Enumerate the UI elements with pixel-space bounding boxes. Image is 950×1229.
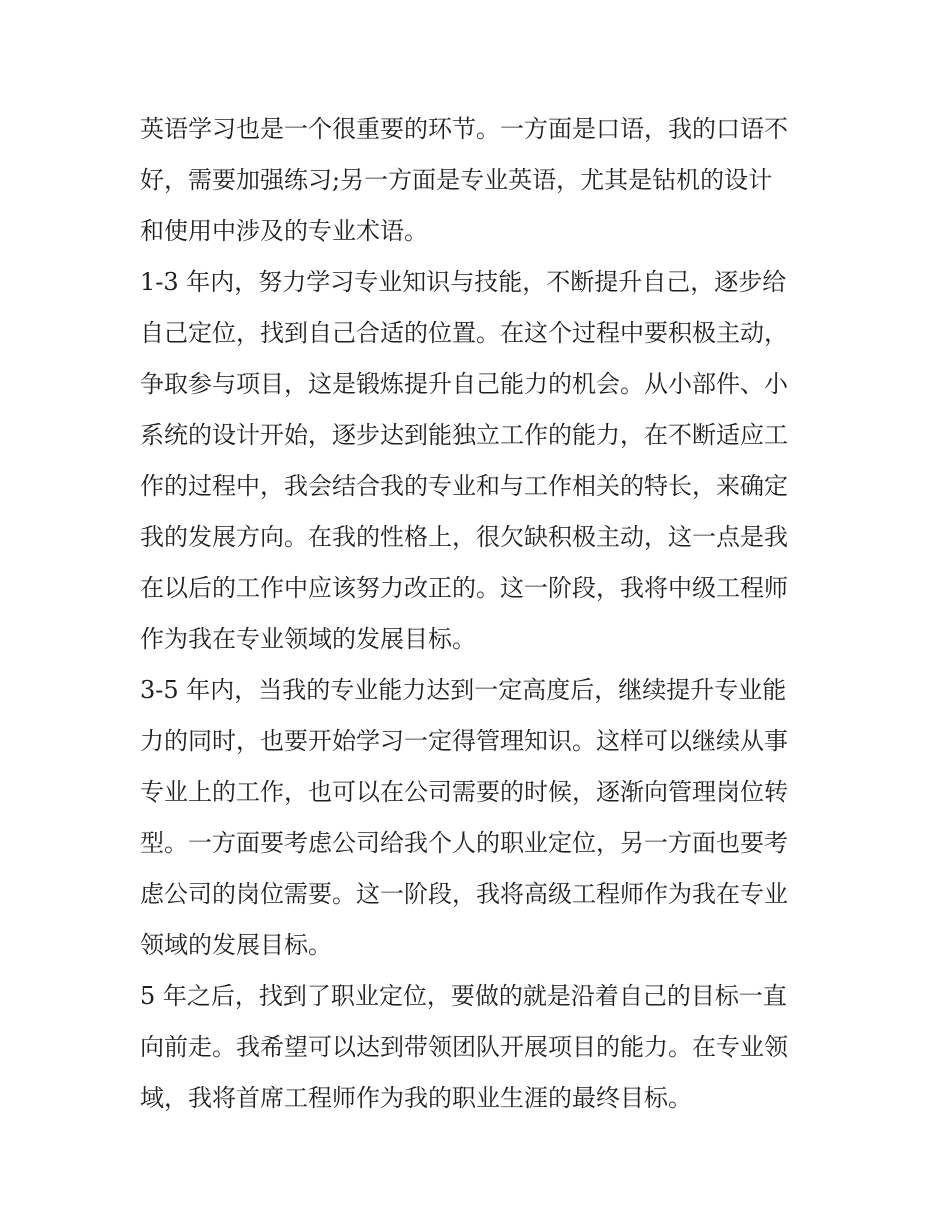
text-line: 型。一方面要考虑公司给我个人的职业定位，另一方面也要考	[140, 829, 788, 857]
text-line: 1-3 年内，努力学习专业知识与技能，不断提升自己，逐步给	[140, 268, 787, 296]
text-line: 向前走。我希望可以达到带领团队开展项目的能力。在专业领	[140, 1033, 788, 1061]
text-line: 我的发展方向。在我的性格上，很欠缺积极主动，这一点是我	[140, 523, 788, 551]
text-line: 好，需要加强练习;另一方面是专业英语，尤其是钻机的设计	[140, 166, 773, 194]
text-line: 专业上的工作，也可以在公司需要的时候，逐渐向管理岗位转	[140, 778, 788, 806]
text-line: 英语学习也是一个很重要的环节。一方面是口语，我的口语不	[140, 115, 788, 143]
text-line: 作的过程中，我会结合我的专业和与工作相关的特长，来确定	[140, 472, 788, 500]
text-line: 争取参与项目，这是锻炼提升自己能力的机会。从小部件、小	[140, 370, 788, 398]
text-line: 虑公司的岗位需要。这一阶段，我将高级工程师作为我在专业	[140, 880, 788, 908]
text-line: 力的同时，也要开始学习一定得管理知识。这样可以继续从事	[140, 727, 788, 755]
text-line: 作为我在专业领域的发展目标。	[140, 625, 476, 653]
text-line: 3-5 年内，当我的专业能力达到一定高度后，继续提升专业能	[140, 676, 787, 704]
text-line: 5 年之后，找到了职业定位，要做的就是沿着自己的目标一直	[140, 982, 787, 1010]
text-line: 系统的设计开始，逐步达到能独立工作的能力，在不断适应工	[140, 421, 788, 449]
text-line: 领域的发展目标。	[140, 931, 332, 959]
text-line: 域，我将首席工程师作为我的职业生涯的最终目标。	[140, 1084, 692, 1112]
text-line: 和使用中涉及的专业术语。	[140, 217, 428, 245]
text-line: 自己定位，找到自己合适的位置。在这个过程中要积极主动，	[140, 319, 788, 347]
text-line: 在以后的工作中应该努力改正的。这一阶段，我将中级工程师	[140, 574, 788, 602]
